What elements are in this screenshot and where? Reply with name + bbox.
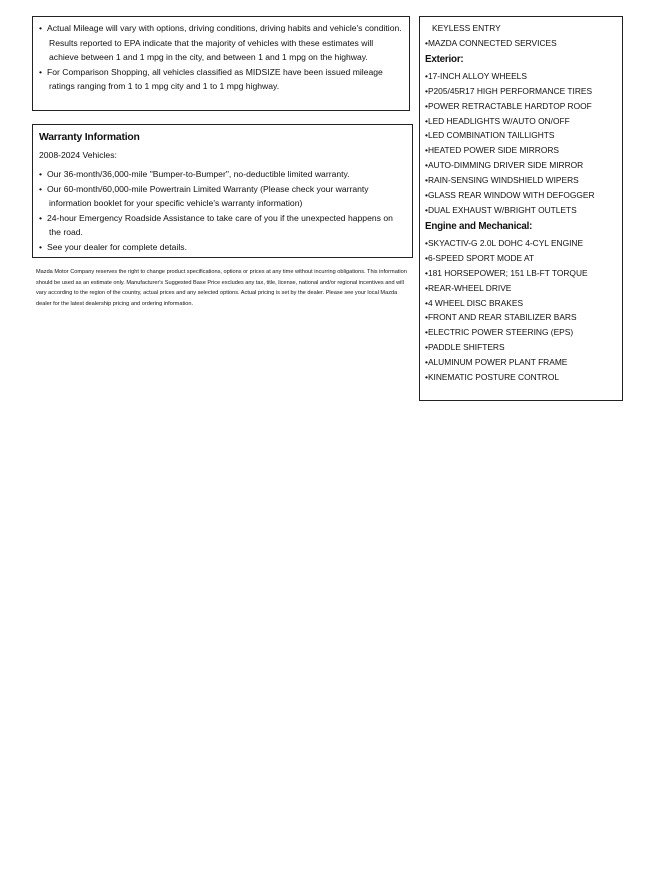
feature-item: •P205/45R17 HIGH PERFORMANCE TIRES — [425, 85, 593, 96]
bullet-icon: • — [425, 357, 428, 368]
feature-item: •4 WHEEL DISC BRAKES — [425, 297, 524, 308]
bullet-icon: • — [425, 115, 428, 126]
feature-item: •DUAL EXHAUST W/BRIGHT OUTLETS — [425, 204, 577, 215]
bullet-icon: • — [425, 145, 428, 156]
bullet-icon: • — [425, 267, 428, 278]
warranty-heading: Warranty Information — [39, 132, 140, 143]
feature-item: •181 HORSEPOWER; 151 LB-FT TORQUE — [425, 267, 588, 278]
mileage-info-box — [32, 16, 410, 111]
warranty-item: • Our 60-month/60,000-mile Powertrain Limited Warranty (Please check your warranty information booklet for your specific vehicle's warranty information) — [39, 183, 369, 209]
feature-item: •MAZDA CONNECTED SERVICES — [425, 37, 557, 48]
feature-item: •LED COMBINATION TAILLIGHTS — [425, 130, 555, 141]
exterior-list — [425, 69, 617, 218]
engine-heading: Engine and Mechanical: — [425, 220, 533, 232]
mileage-item: • Actual Mileage will vary with options, driving conditions, driving habits and vehicle's condition. Results reported to EPA indicate that the majority of vehicles with these estimates will achieve between 1 and 1 mpg in the city, and between 1 and 1 mpg on the highway. — [39, 23, 402, 63]
feature-item: •ALUMINUM POWER PLANT FRAME — [425, 357, 568, 368]
bullet-icon: • — [425, 37, 428, 48]
bullet-icon: • — [425, 342, 428, 353]
warranty-intro: 2008-2024 Vehicles: — [39, 150, 117, 160]
feature-item: •HEATED POWER SIDE MIRRORS — [425, 145, 560, 156]
bullet-icon: • — [425, 297, 428, 308]
feature-item: •POWER RETRACTABLE HARDTOP ROOF — [425, 100, 592, 111]
warranty-item: • See your dealer for complete details. — [39, 240, 406, 255]
bullet-icon: • — [425, 204, 428, 215]
engine-list — [425, 236, 617, 385]
feature-item: •6-SPEED SPORT MODE AT — [425, 252, 535, 263]
feature-item: •REAR-WHEEL DRIVE — [425, 282, 512, 293]
feature-item: •RAIN-SENSING WINDSHIELD WIPERS — [425, 175, 579, 186]
bullet-icon: • — [425, 130, 428, 141]
bullet-icon: • — [425, 85, 428, 96]
feature-item: •17-INCH ALLOY WHEELS — [425, 70, 527, 81]
bullet-icon: • — [425, 372, 428, 383]
bullet-icon: • — [425, 175, 428, 186]
bullet-icon: • — [39, 183, 43, 194]
feature-item: KEYLESS ENTRY — [432, 23, 501, 33]
feature-item: •SKYACTIV-G 2.0L DOHC 4-CYL ENGINE — [425, 237, 584, 248]
bullet-icon: • — [425, 100, 428, 111]
features-box — [419, 16, 623, 401]
bullet-icon: • — [39, 169, 43, 179]
bullet-icon: • — [425, 282, 428, 293]
bullet-icon: • — [425, 160, 428, 171]
warranty-item: • Our 36-month/36,000-mile "Bumper-to-Bumper", no-deductible limited warranty. — [39, 167, 406, 182]
bullet-icon: • — [425, 70, 428, 81]
pricing-disclaimer: Mazda Motor Company reserves the right to change product specifications, options or prices at any time without incurring obligations. This information should be used as an estimate only. Manufacturer's Suggested Base Price excludes any tax, title, license, national and/or regional incentives and will vary according to the region of the country, actual prices and any selected options. Actual pricing is set by the dealer. Please see your local Mazda dealer for the latest dealership pricing and ordering information. — [36, 269, 407, 308]
feature-item: •ELECTRIC POWER STEERING (EPS) — [425, 327, 574, 338]
feature-item: •GLASS REAR WINDOW WITH DEFOGGER — [425, 190, 595, 201]
bullet-icon: • — [39, 212, 43, 223]
bullet-icon: • — [39, 23, 43, 33]
bullet-icon: • — [425, 327, 428, 338]
bullet-icon: • — [425, 190, 428, 201]
bullet-icon: • — [39, 66, 43, 77]
bullet-icon: • — [39, 241, 43, 252]
feature-item: •AUTO-DIMMING DRIVER SIDE MIRROR — [425, 160, 584, 171]
mileage-item: • For Comparison Shopping, all vehicles classified as MIDSIZE have been issued mileage ratings ranging from 1 to 1 mpg city and 1 to 1 mpg highway. — [39, 66, 383, 92]
feature-item: •LED HEADLIGHTS W/AUTO ON/OFF — [425, 115, 570, 126]
bullet-icon: • — [425, 237, 428, 248]
bullet-icon: • — [425, 252, 428, 263]
feature-item: •KINEMATIC POSTURE CONTROL — [425, 372, 560, 383]
feature-item: •PADDLE SHIFTERS — [425, 342, 505, 353]
feature-item: •FRONT AND REAR STABILIZER BARS — [425, 312, 577, 323]
exterior-heading: Exterior: — [425, 53, 464, 65]
warranty-item: • 24-hour Emergency Roadside Assistance to take care of you if the unexpected happens on the road. — [39, 212, 393, 238]
warranty-info-box — [32, 124, 413, 258]
bullet-icon: • — [425, 312, 428, 323]
